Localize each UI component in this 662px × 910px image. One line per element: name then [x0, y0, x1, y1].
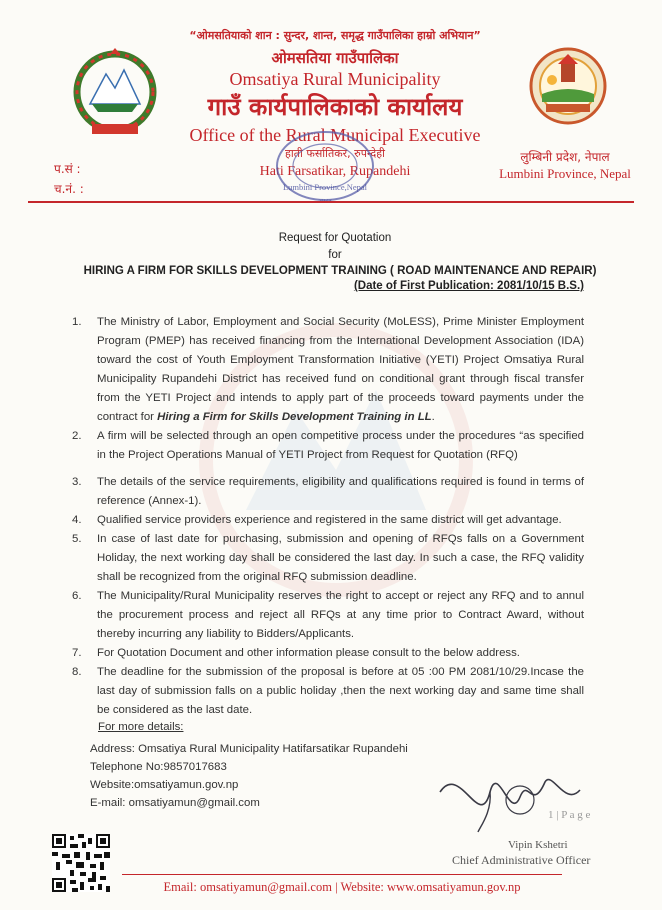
item-text: A firm will be selected through an open competitive process under the procedures “as specified in the Project Operations Manual of YETI Project from Request for Quotation (RFQ) — [97, 430, 584, 461]
slogan-text: “ओमसतियाको शान : सुन्दर, शान्त, समृद्ध गाउँपालिका हाम्रो अभियान” — [189, 29, 481, 42]
item-number: 4. — [72, 514, 82, 526]
header-divider — [28, 201, 634, 203]
item-number: 6. — [72, 590, 82, 602]
publication-date: (Date of First Publication: 2081/10/15 B.S.) — [353, 280, 584, 292]
qr-code-icon — [52, 834, 110, 892]
item-tail: . — [431, 411, 435, 423]
list-item — [72, 473, 584, 511]
office-stamp-icon — [272, 128, 378, 206]
item-number: 1. — [72, 316, 82, 328]
list-item — [72, 313, 584, 427]
notice-heading: HIRING A FIRM FOR SKILLS DEVELOPMENT TRAINING ( ROAD MAINTENANCE AND REPAIR) — [83, 265, 597, 277]
item-highlight: Hiring a Firm for Skills Development Training in LL — [157, 411, 432, 423]
stamp-text: Lumbini Province,Nepal — [282, 182, 368, 192]
list-item — [72, 511, 584, 530]
more-details-heading: For more details: — [98, 721, 184, 733]
item-text: The deadline for the submission of the proposal is before at 05 :00 PM 2081/10/29.Incase the last day of submission falls on a public holiday ,then the next working day and same time shall be considered as the last date. — [97, 666, 584, 716]
list-item — [72, 530, 584, 587]
municipality-name-np: ओमसतिया गाउँपालिका — [271, 49, 399, 67]
contact-email: E-mail: omsatiyamun@gmail.com — [90, 797, 260, 809]
footer-divider — [122, 874, 562, 875]
list-item — [72, 427, 584, 465]
contact-website: Website:omsatiyamun.gov.np — [90, 779, 239, 791]
item-text: The details of the service requirements, eligibility and qualifications required is found in terms of reference (Annex-1). — [97, 476, 584, 507]
signatory-name: Vipin Kshetri — [508, 839, 568, 851]
item-number: 3. — [72, 476, 82, 488]
office-address-np: हाती फर्सातिकर, रुपन्देही — [285, 147, 385, 160]
item-text: The Ministry of Labor, Employment and Social Security (MoLESS), Prime Minister Employment Program (PMEP) has received financing from the International Development Association (IDA) toward the cost of Youth Employment Transformation Initiative (YETI) Project Omsatiya Rural Municipality Rupandehi District has received fund on conditional grant through fiscal transfer from the YETI Project and intends to apply part of the proceeds toward payments under the contract for — [97, 316, 584, 423]
list-item — [72, 587, 584, 644]
footer-contact: Email: omsatiyamun@gmail.com | Website: www.omsatiyamun.gov.np — [163, 880, 521, 894]
office-name-en: Office of the Rural Municipal Executive — [189, 125, 481, 145]
municipality-logo-icon — [528, 46, 608, 126]
item-number: 2. — [72, 430, 82, 442]
dispatch-number-label: च.नं. : — [54, 182, 84, 196]
item-text: Qualified service providers experience and registered in the same district will get advantage. — [97, 514, 562, 526]
item-text: For Quotation Document and other information please consult to the below address. — [97, 647, 520, 659]
signatory-title: Chief Administrative Officer — [452, 853, 591, 867]
notice-title: Request for Quotation — [278, 232, 392, 244]
item-text: The Municipality/Rural Municipality reserves the right to accept or reject any RFQ and to annul the procurement process and reject all RFQs at any time prior to Contract Award, without thereby incurring any liability to Bidders/Applicants. — [97, 590, 584, 640]
contact-block — [90, 740, 408, 812]
list-item — [72, 644, 584, 663]
item-number: 8. — [72, 666, 82, 678]
item-text: In case of last date for purchasing, submission and opening of RFQs falls on a Government Holiday, the next working day shall be considered the last day. In such a case, the RFQ validity shall be recognized from the original RFQ submission deadline. — [97, 533, 584, 583]
province-en: Lumbini Province, Nepal — [499, 166, 631, 181]
municipality-name-en: Omsatiya Rural Municipality — [229, 69, 441, 89]
office-name-np: गाउँ कार्यपालिकाको कार्यालय — [207, 93, 463, 121]
list-item — [72, 663, 584, 720]
contact-address: Address: Omsatiya Rural Municipality Hatifarsatikar Rupandehi — [90, 743, 408, 755]
office-address-en: Hati Farsatikar, Rupandehi — [259, 164, 411, 179]
reference-number-label: प.सं : — [54, 162, 81, 176]
contact-telephone: Telephone No:9857017683 — [90, 761, 227, 773]
notice-for: for — [328, 249, 342, 261]
item-number: 7. — [72, 647, 82, 659]
item-number: 5. — [72, 533, 82, 545]
province-np: लुम्बिनी प्रदेश, नेपाल — [520, 150, 610, 164]
page-number: 1 | P a g e — [548, 809, 591, 821]
signature-icon — [420, 752, 600, 842]
notice-items-list — [72, 313, 584, 720]
